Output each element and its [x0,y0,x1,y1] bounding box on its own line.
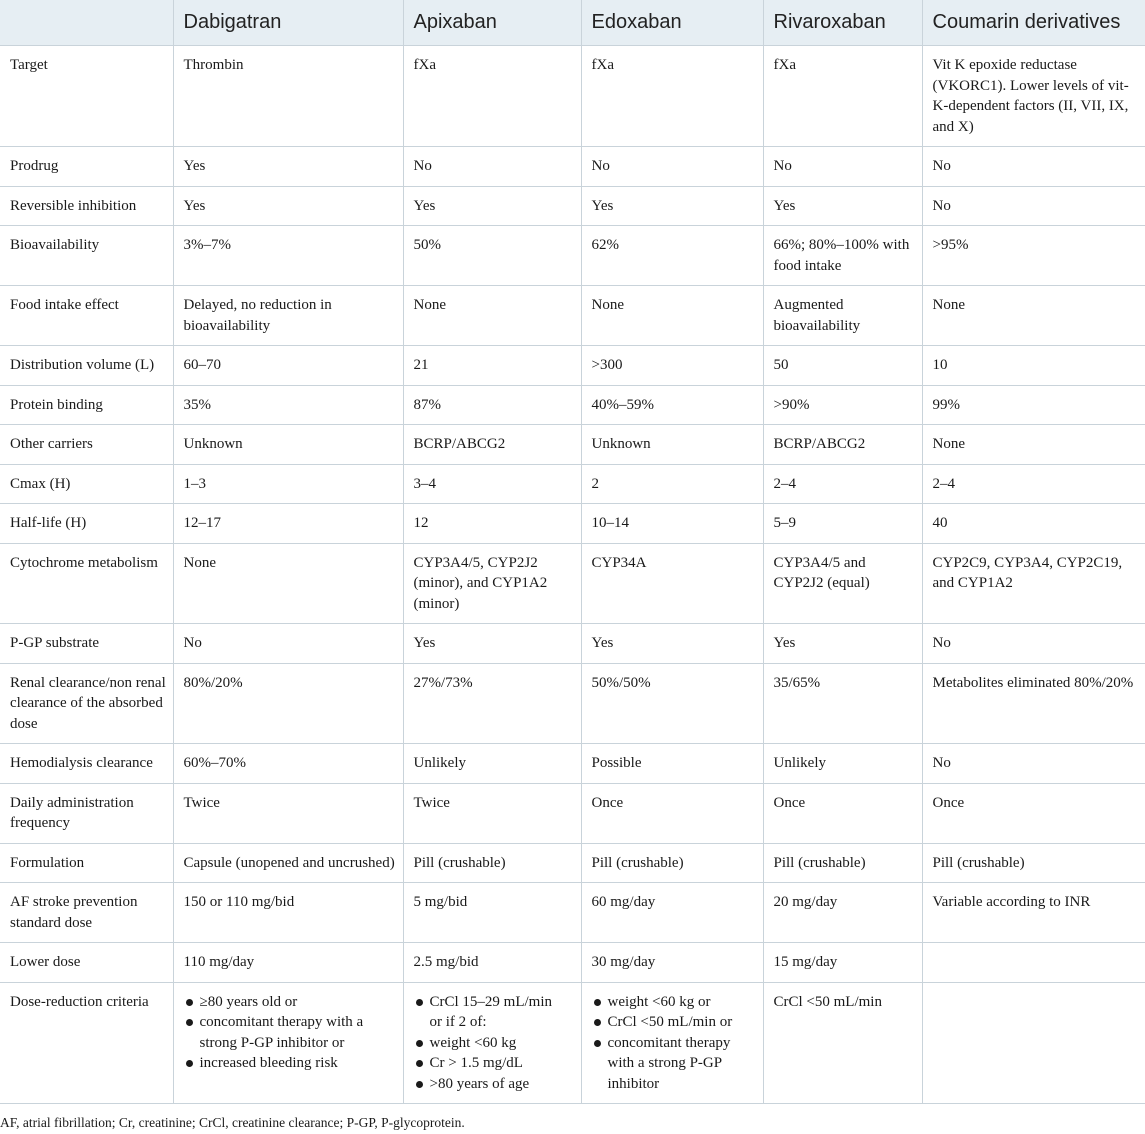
table-cell: Pill (crushable) [403,843,581,883]
table-cell: Augmented bioavailability [763,286,922,346]
table-row [0,624,1145,664]
table-cell: 15 mg/day [763,943,922,983]
table-body [0,46,1145,1104]
table-cell: Once [763,783,922,843]
header-dabigatran: Dabigatran [173,0,403,46]
table-cell: 60–70 [173,346,403,386]
row-label: Half-life (H) [0,504,173,544]
table-cell: CYP3A4/5 and CYP2J2 (equal) [763,543,922,624]
bullet-item: >80 years of age [414,1074,575,1095]
table-cell: No [922,744,1145,784]
table-cell: BCRP/ABCG2 [403,425,581,465]
row-label: Daily administration frequency [0,783,173,843]
table-row [0,663,1145,744]
table-cell: 50%/50% [581,663,763,744]
table-cell: 12–17 [173,504,403,544]
table-cell: CrCl <50 mL/min [763,982,922,1104]
table-cell: Metabolites eliminated 80%/20% [922,663,1145,744]
header-rivaroxaban: Rivaroxaban [763,0,922,46]
bullet-item: weight <60 kg [414,1033,575,1054]
table-cell: fXa [763,46,922,147]
table-cell: 27%/73% [403,663,581,744]
row-label: Formulation [0,843,173,883]
row-label: P-GP substrate [0,624,173,664]
table-cell: Variable according to INR [922,883,1145,943]
table-cell: 1–3 [173,464,403,504]
table-row [0,843,1145,883]
table-cell: Yes [403,624,581,664]
bullet-item: or if 2 of: [429,1014,487,1030]
table-cell: >95% [922,226,1145,286]
table-cell: None [922,286,1145,346]
table-cell: Yes [763,624,922,664]
row-label: Reversible inhibition [0,186,173,226]
table-row [0,46,1145,147]
table-cell: None [173,543,403,624]
table-cell: CYP3A4/5, CYP2J2 (minor), and CYP1A2 (minor) [403,543,581,624]
table-row [0,982,1145,1104]
bullet-item: concomitant therapy with a strong P-GP inhibitor or [184,1012,397,1053]
table-cell: 5 mg/bid [403,883,581,943]
table-cell: 66%; 80%–100% with food intake [763,226,922,286]
table-row [0,226,1145,286]
table-cell: 50% [403,226,581,286]
bullet-item: CrCl <50 mL/min or [592,1012,757,1033]
table-cell: 2–4 [763,464,922,504]
table-cell: No [173,624,403,664]
table-cell: 20 mg/day [763,883,922,943]
table-cell: 99% [922,385,1145,425]
table-cell: 2–4 [922,464,1145,504]
table-cell: 10–14 [581,504,763,544]
row-label: Lower dose [0,943,173,983]
table-cell: Yes [763,186,922,226]
table-cell: 2 [581,464,763,504]
table-cell: >300 [581,346,763,386]
table-cell: Unknown [581,425,763,465]
table-cell: CYP34A [581,543,763,624]
table-cell: 3–4 [403,464,581,504]
table-cell: 5–9 [763,504,922,544]
table-cell: Yes [173,147,403,187]
row-label: Cytochrome metabolism [0,543,173,624]
table-row [0,943,1145,983]
table-cell: 10 [922,346,1145,386]
table-cell: Once [581,783,763,843]
table-cell: Thrombin [173,46,403,147]
table-cell: Yes [581,186,763,226]
table-cell: 150 or 110 mg/bid [173,883,403,943]
table-cell: fXa [581,46,763,147]
table-cell: Pill (crushable) [763,843,922,883]
table-cell [581,982,763,1104]
table-cell: 87% [403,385,581,425]
table-cell: Yes [173,186,403,226]
bullet-item: weight <60 kg or [592,992,757,1013]
table-row [0,744,1145,784]
table-cell: 60%–70% [173,744,403,784]
table-cell: 40%–59% [581,385,763,425]
header-corner [0,0,173,46]
bullet-list [414,992,575,1095]
row-label: Food intake effect [0,286,173,346]
table-cell: 35/65% [763,663,922,744]
table-cell: No [763,147,922,187]
table-cell: Pill (crushable) [922,843,1145,883]
row-label: Other carriers [0,425,173,465]
table-row [0,286,1145,346]
bullet-item: increased bleeding risk [184,1053,397,1074]
table-cell: 110 mg/day [173,943,403,983]
header-row [0,0,1145,46]
row-label: Renal clearance/non renal clearance of the absorbed dose [0,663,173,744]
table-cell: Unknown [173,425,403,465]
bullet-item: CrCl 15–29 mL/min [414,992,575,1013]
table-row [0,504,1145,544]
table-cell: 30 mg/day [581,943,763,983]
table-cell: Pill (crushable) [581,843,763,883]
table-cell: 35% [173,385,403,425]
header-edoxaban: Edoxaban [581,0,763,46]
table-row [0,543,1145,624]
row-label: Hemodialysis clearance [0,744,173,784]
table-cell: Vit K epoxide reductase (VKORC1). Lower levels of vit-K-dependent factors (II, VII, IX, and X) [922,46,1145,147]
table-cell: Delayed, no reduction in bioavailability [173,286,403,346]
table-cell: 50 [763,346,922,386]
row-label: Prodrug [0,147,173,187]
table-cell: 60 mg/day [581,883,763,943]
table-row [0,385,1145,425]
table-footnote: AF, atrial fibrillation; Cr, creatinine; CrCl, creatinine clearance; P-GP, P-glycoprotein. [0,1115,465,1130]
table-cell: Twice [403,783,581,843]
table-cell: >90% [763,385,922,425]
table-cell: None [403,286,581,346]
row-label: AF stroke prevention standard dose [0,883,173,943]
table-cell: CYP2C9, CYP3A4, CYP2C19, and CYP1A2 [922,543,1145,624]
table-cell: BCRP/ABCG2 [763,425,922,465]
row-label: Target [0,46,173,147]
bullet-list [184,992,397,1074]
table-cell: 62% [581,226,763,286]
table-cell: Yes [403,186,581,226]
table-cell: 80%/20% [173,663,403,744]
table-cell: None [922,425,1145,465]
table-row [0,883,1145,943]
table-cell: Once [922,783,1145,843]
table-cell: Unlikely [763,744,922,784]
row-label: Dose-reduction criteria [0,982,173,1104]
header-coumarin-derivatives: Coumarin derivatives [922,0,1145,46]
table-cell: No [922,147,1145,187]
table-row [0,464,1145,504]
table-cell: Unlikely [403,744,581,784]
row-label: Cmax (H) [0,464,173,504]
table-cell [922,943,1145,983]
table-cell: No [922,624,1145,664]
table-cell: No [922,186,1145,226]
table-row [0,425,1145,465]
row-label: Distribution volume (L) [0,346,173,386]
table-row [0,346,1145,386]
table-cell: Twice [173,783,403,843]
table-cell: Possible [581,744,763,784]
bullet-list [592,992,757,1095]
bullet-item: Cr > 1.5 mg/dL [414,1053,575,1074]
bullet-item: ≥80 years old or [184,992,397,1013]
table-cell: No [581,147,763,187]
table-row [0,783,1145,843]
bullet-item: concomitant therapy with a strong P-GP inhibitor [592,1033,757,1095]
table-row [0,186,1145,226]
table-cell: Capsule (unopened and uncrushed) [173,843,403,883]
row-label: Protein binding [0,385,173,425]
table-cell [922,982,1145,1104]
header-apixaban: Apixaban [403,0,581,46]
table-cell: 40 [922,504,1145,544]
row-label: Bioavailability [0,226,173,286]
table-cell: fXa [403,46,581,147]
table-cell: 12 [403,504,581,544]
table-cell: None [581,286,763,346]
table-cell [403,982,581,1104]
table-row [0,147,1145,187]
table-cell: No [403,147,581,187]
table-cell: 21 [403,346,581,386]
table-cell: Yes [581,624,763,664]
table-cell: 3%–7% [173,226,403,286]
table-cell [173,982,403,1104]
table-cell: 2.5 mg/bid [403,943,581,983]
